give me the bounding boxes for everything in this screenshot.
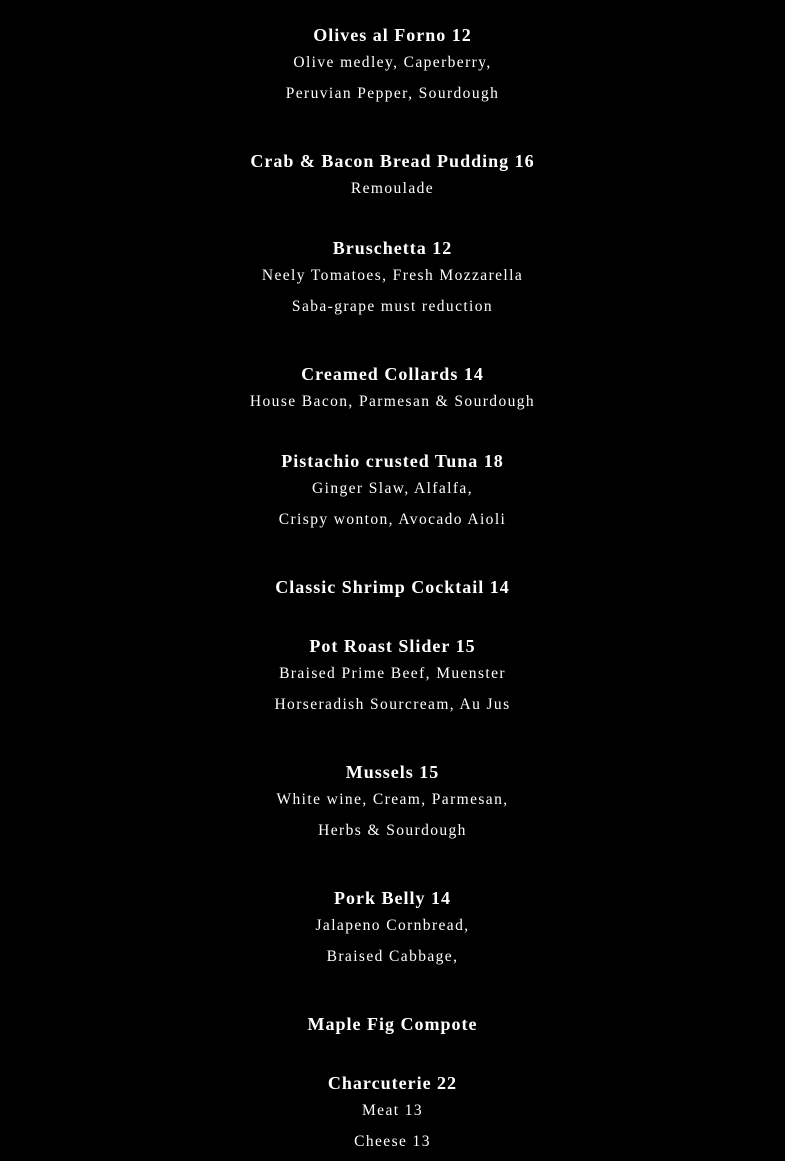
menu-item-title: Crab & Bacon Bread Pudding 16 [250, 151, 535, 171]
menu-item-creamed-collards [0, 362, 785, 417]
menu-item-description: Braised Prime Beef, Muenster [279, 665, 506, 682]
menu-item-description: Ginger Slaw, Alfalfa, [312, 480, 473, 497]
menu-item-classic-shrimp-cocktail [0, 575, 785, 599]
menu-item-charcuterie [0, 1071, 785, 1157]
menu-item-crab-bacon-bread-pudding [0, 149, 785, 204]
menu-item-title: Mussels 15 [345, 762, 440, 782]
menu-item-description: Jalapeno Cornbread, [315, 917, 470, 934]
menu-item-olives-al-forno [0, 23, 785, 109]
menu-item-pork-belly [0, 886, 785, 972]
menu-item-description: Braised Cabbage, [326, 948, 459, 965]
menu-item-title: Classic Shrimp Cocktail 14 [275, 577, 510, 597]
menu-item-description: House Bacon, Parmesan & Sourdough [249, 393, 536, 410]
menu-item-pot-roast-slider [0, 634, 785, 720]
menu-item-description: Peruvian Pepper, Sourdough [285, 85, 500, 102]
menu-item-description: Crispy wonton, Avocado Aioli [278, 511, 507, 528]
menu-item-description: White wine, Cream, Parmesan, [276, 791, 509, 808]
menu-item-description: Saba-grape must reduction [291, 298, 494, 315]
menu-item-maple-fig-compote [0, 1012, 785, 1036]
menu-item-title: Pork Belly 14 [334, 888, 451, 908]
menu-item-bruschetta [0, 236, 785, 322]
menu-item-description: Horseradish Sourcream, Au Jus [274, 696, 511, 713]
menu-item-title: Charcuterie 22 [327, 1073, 458, 1093]
menu-item-description: Cheese 13 [354, 1133, 431, 1150]
menu-item-mussels [0, 760, 785, 846]
menu-item-description: Neely Tomatoes, Fresh Mozzarella [261, 267, 524, 284]
menu-item-pistachio-crusted-tuna [0, 449, 785, 535]
menu-item-title: Creamed Collards 14 [301, 364, 484, 384]
menu-item-title: Bruschetta 12 [332, 238, 453, 258]
menu-item-description: Remoulade [350, 180, 435, 197]
menu-item-description: Olive medley, Caperberry, [293, 54, 492, 71]
menu-item-description: Meat 13 [361, 1102, 424, 1119]
menu-item-title: Olives al Forno 12 [313, 25, 472, 45]
menu-item-title: Maple Fig Compote [307, 1014, 478, 1034]
menu-item-description: Herbs & Sourdough [318, 822, 467, 839]
menu-item-title: Pot Roast Slider 15 [309, 636, 476, 656]
menu-item-title: Pistachio crusted Tuna 18 [281, 451, 504, 471]
